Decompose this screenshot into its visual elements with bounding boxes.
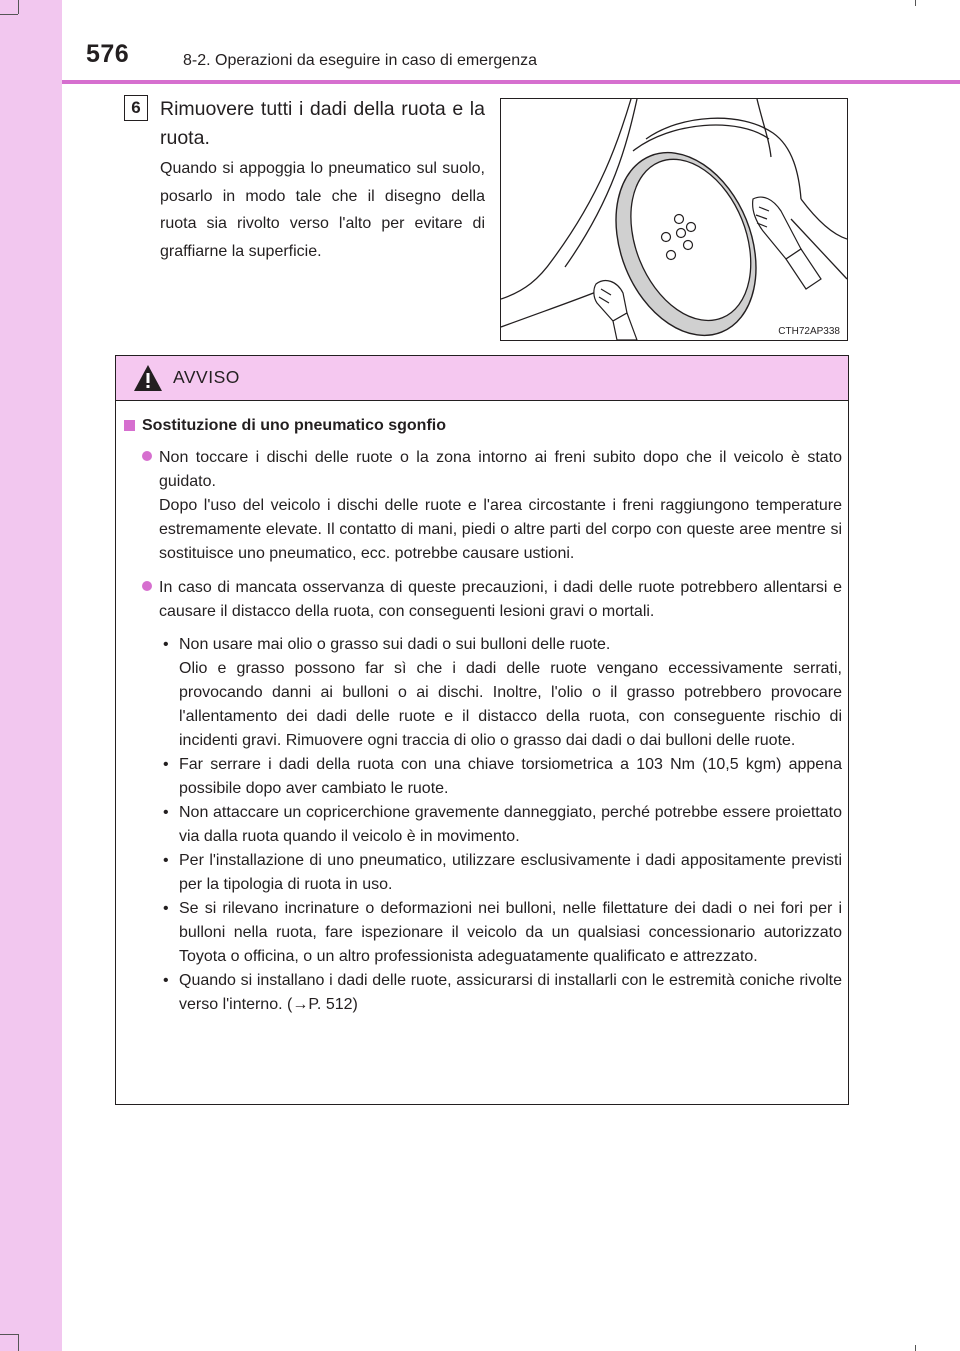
section-title: 8-2. Operazioni da eseguire in caso di emergenza	[183, 52, 537, 69]
bullet-item	[159, 801, 842, 849]
figure-code: CTH72AP338	[778, 326, 840, 337]
bullet-item	[159, 753, 842, 801]
circle-bullet-icon	[142, 451, 152, 461]
step-number-badge: 6	[124, 95, 148, 121]
crop-mark	[915, 0, 916, 6]
bullet-item	[159, 969, 842, 1017]
crop-mark	[18, 1334, 19, 1351]
bullet-dot: •	[163, 804, 169, 821]
crop-mark	[915, 1345, 916, 1351]
crop-mark	[0, 14, 18, 15]
header-rule	[62, 80, 960, 84]
wheel-removal-figure	[500, 98, 848, 341]
warning-content	[124, 416, 842, 1017]
warning-item	[124, 446, 842, 566]
bullet-text: Far serrare i dadi della ruota con una chiave torsiometrica a 103 Nm (10,5 kgm) appena possibile dopo aver cambiato le ruote.	[179, 756, 842, 797]
step-title: Rimuovere tutti i dadi della ruota e la ruota.	[160, 98, 485, 149]
bullet-dot: •	[163, 900, 169, 917]
warning-subheading	[124, 416, 842, 442]
warning-item-text: In caso di mancata osservanza di queste precauzioni, i dadi delle ruote potrebbero allentarsi e causare il distacco della ruota, con conseguenti lesioni gravi o mortali.	[159, 579, 842, 620]
side-color-band	[0, 0, 62, 1351]
wheel-removal-illustration	[501, 99, 847, 340]
step-body: Quando si appoggia lo pneumatico sul suolo, posarlo in modo tale che il disegno della ruota sia rivolto verso l'alto per evitare di graffiarne la superficie.	[160, 160, 485, 260]
warning-title: AVVISO	[173, 367, 240, 387]
warning-item-text: Non toccare i dischi delle ruote o la zona intorno ai freni subito dopo che il veicolo è stato guidato.	[159, 449, 842, 490]
bullet-text: Non attaccare un copricerchione gravemente danneggiato, perché potrebbe essere proiettato via dalla ruota quando il veicolo è in movimento.	[179, 804, 842, 845]
warning-subheading-text: Sostituzione di uno pneumatico sgonfio	[142, 417, 446, 434]
page-number: 576	[86, 40, 130, 68]
bullet-item	[159, 849, 842, 897]
bullet-dot: •	[163, 756, 169, 773]
bullet-dot: •	[163, 636, 169, 653]
bullet-text: Olio e grasso possono far sì che i dadi delle ruote vengano eccessivamente serrati, provocando danni ai bulloni o ai dischi. Inoltre, l'olio o il grasso potrebbero provocare l'allentamento dei dadi delle ruote e il distacco della ruota, con conseguente rischio di incidenti gravi. Rimuovere ogni traccia di olio o grasso dai dadi o dai bulloni delle ruote.	[179, 660, 842, 749]
bullet-item	[159, 897, 842, 969]
warning-item-text: Dopo l'uso del veicolo i dischi delle ruote e l'area circostante i freni raggiungono temperature estremamente elevate. Il contatto di mani, piedi o altre parti del corpo con queste aree mentre si sostituisce uno pneumatico, ecc. potrebbe causare ustioni.	[159, 497, 842, 562]
warning-bullet-list	[124, 633, 842, 1017]
crop-mark	[0, 1334, 18, 1335]
warning-item	[124, 576, 842, 624]
bullet-item	[159, 633, 842, 753]
bullet-dot: •	[163, 852, 169, 869]
warning-header	[116, 356, 848, 401]
crop-mark	[18, 0, 19, 14]
square-bullet-icon	[124, 420, 135, 431]
bullet-text: Quando si installano i dadi delle ruote, assicurarsi di installarli con le estremità coniche rivolte verso l'interno. (→P. 512)	[179, 972, 842, 1013]
bullet-dot: •	[163, 972, 169, 989]
warning-box	[115, 355, 849, 1105]
bullet-text: Per l'installazione di uno pneumatico, utilizzare esclusivamente i dadi appositamente previsti per la tipologia di ruota in uso.	[179, 852, 842, 893]
warning-triangle-icon	[133, 364, 163, 397]
circle-bullet-icon	[142, 581, 152, 591]
bullet-text: Se si rilevano incrinature o deformazioni nei bulloni, nelle filettature dei dadi o nei fori per i bulloni nella ruota, fare ispezionare il veicolo da un qualsiasi concessionario autorizzato Toyota o officina, o un altro professionista adeguatamente qualificato e attrezzato.	[179, 900, 842, 965]
bullet-text: Non usare mai olio o grasso sui dadi o sui bulloni delle ruote.	[179, 636, 611, 653]
